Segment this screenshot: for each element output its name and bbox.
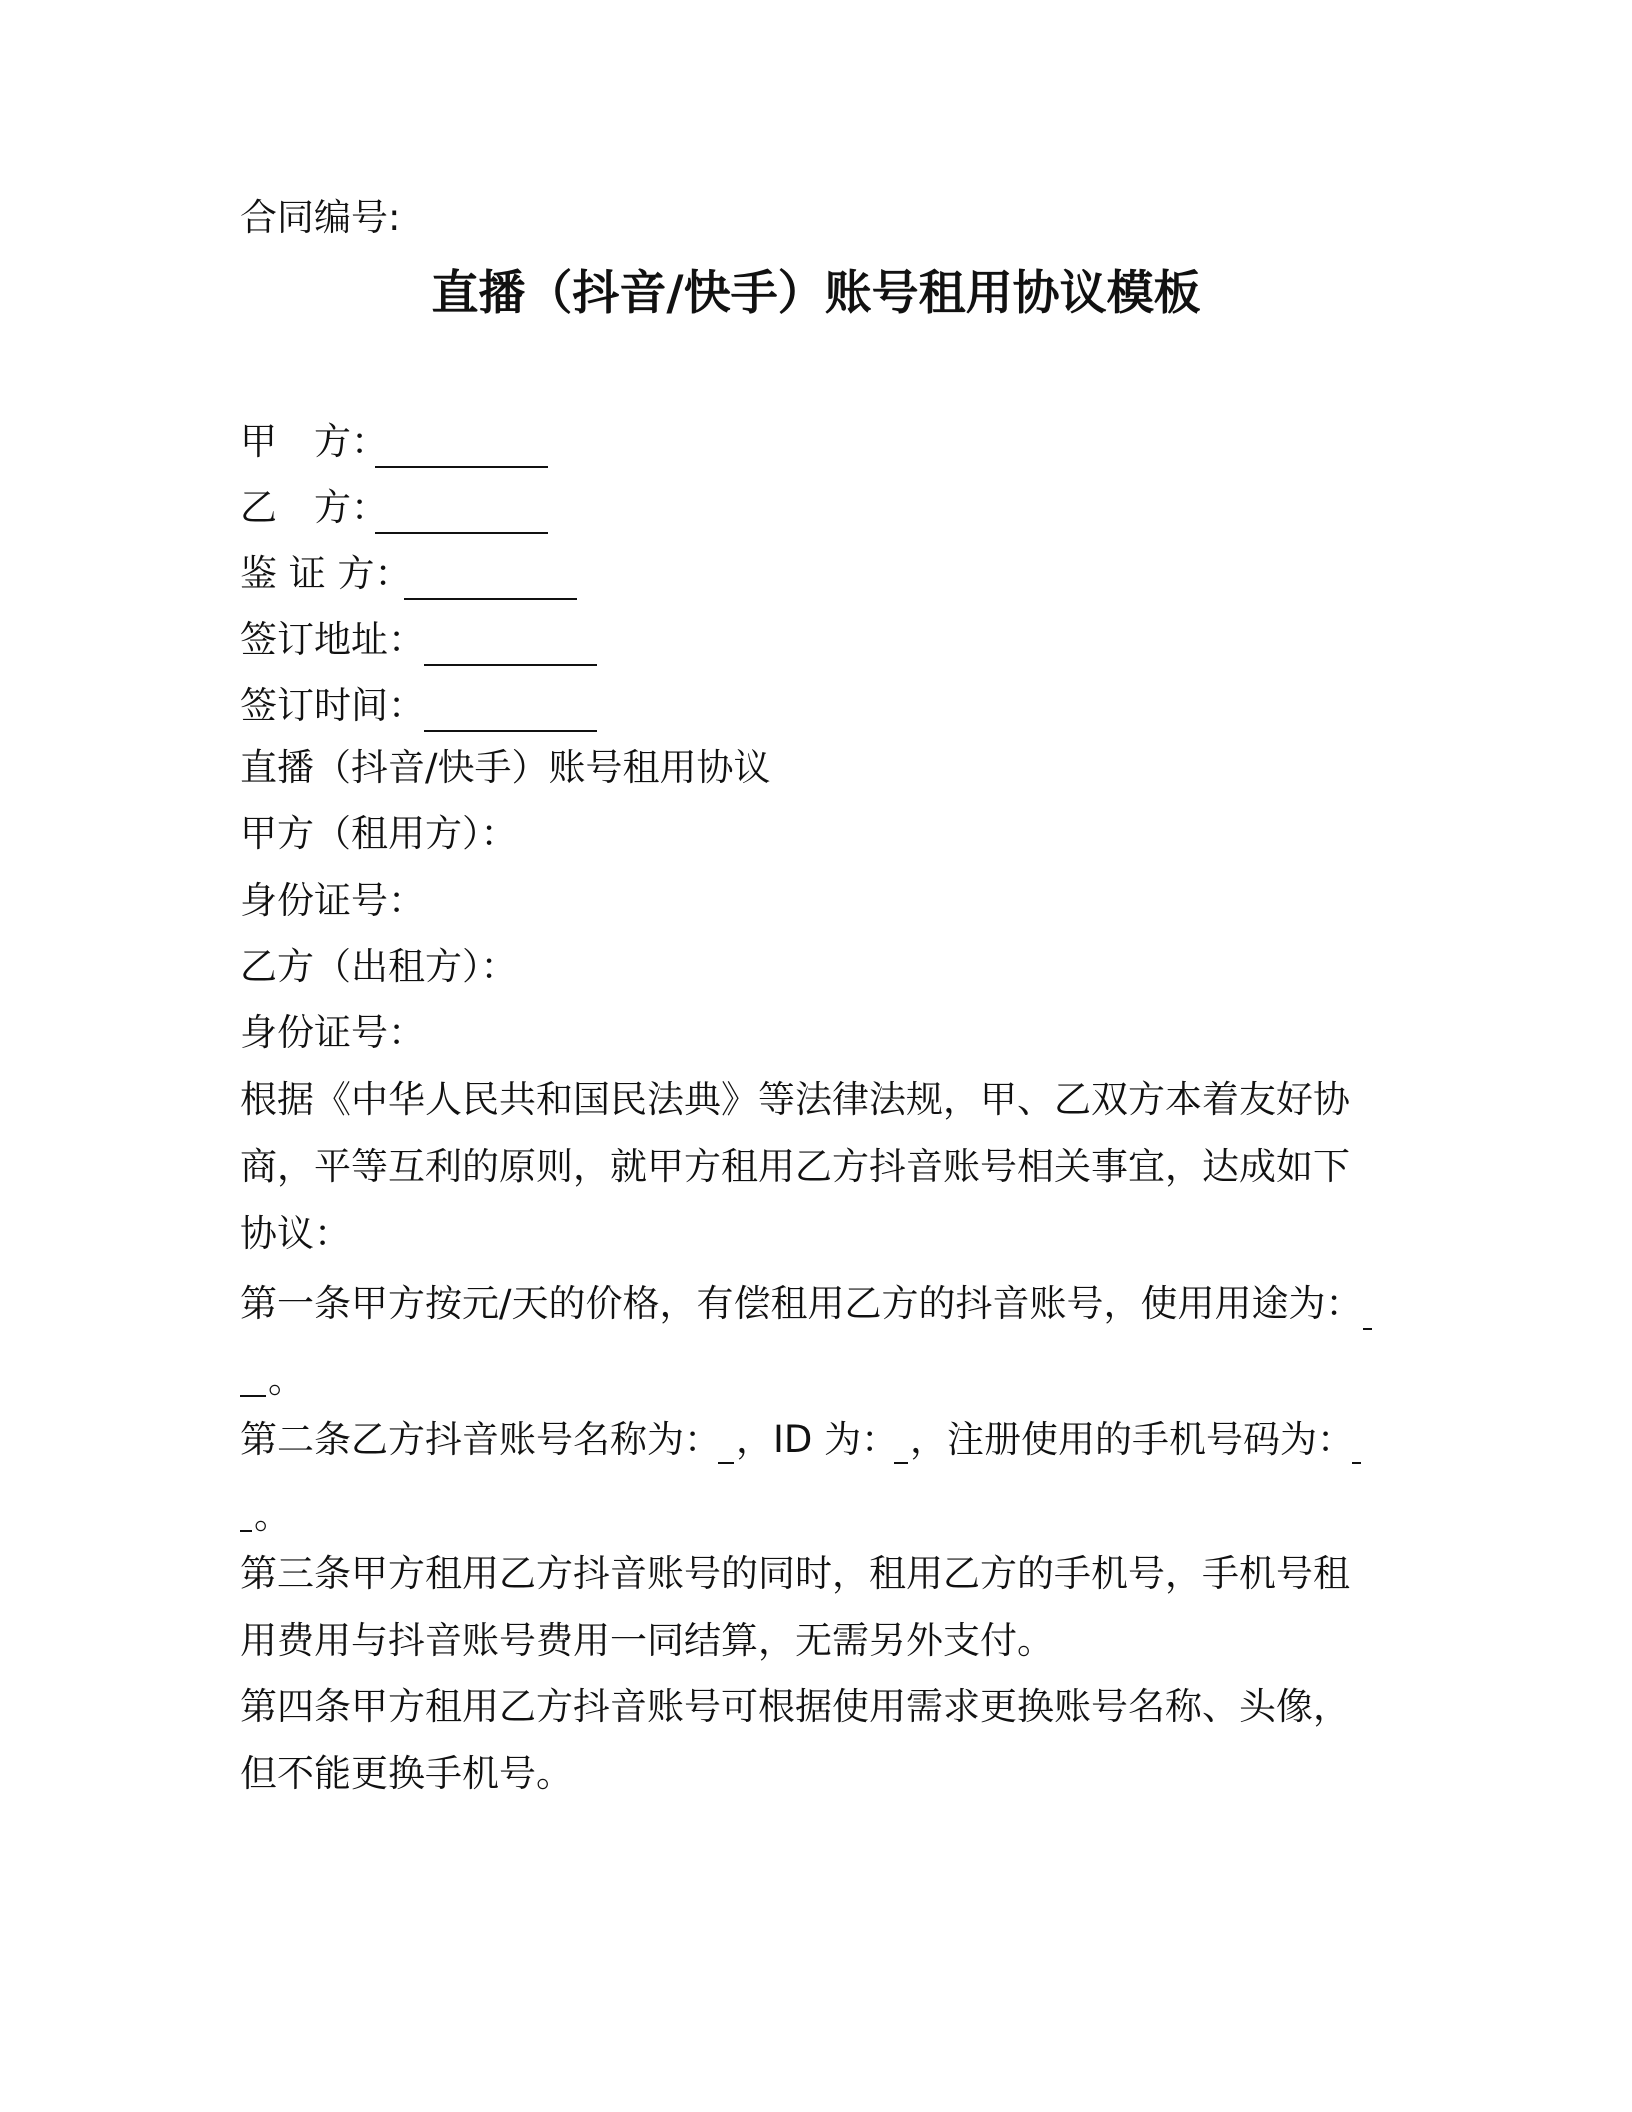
article-2-part1: 第二条乙方抖音账号名称为： bbox=[240, 1418, 721, 1461]
sign-time-field bbox=[240, 684, 425, 728]
party-b-blank bbox=[375, 532, 548, 534]
lessee-id-label: 身份证号： bbox=[240, 879, 425, 922]
intro-paragraph: 根据《中华人民共和国民法典》等法律法规，甲、乙双方本着友好协商，平等互利的原则，就甲方租用乙方抖音账号相关事宜，达成如下协议： bbox=[240, 1078, 1350, 1255]
document-title: 直播（抖音/快手）账号租用协议模板 bbox=[431, 266, 1201, 321]
sign-time-blank bbox=[424, 730, 597, 732]
witness-label: 鉴 证 方： bbox=[240, 552, 412, 595]
article-2-line2: 。 bbox=[254, 1494, 291, 1537]
sign-time-label: 签订时间： bbox=[240, 684, 425, 727]
article-1-blank-a bbox=[1363, 1328, 1372, 1330]
article-1-blank-b bbox=[240, 1395, 266, 1397]
article-1-line2: 。 bbox=[268, 1358, 305, 1401]
witness-blank bbox=[404, 598, 577, 600]
contract-number-label: 合同编号: bbox=[240, 196, 401, 239]
party-a-field bbox=[240, 420, 388, 464]
sign-address-field bbox=[240, 618, 425, 662]
article-2-blank-phone-a bbox=[1352, 1462, 1361, 1464]
sign-address-label: 签订地址： bbox=[240, 618, 425, 661]
party-b-field bbox=[240, 486, 388, 530]
witness-field bbox=[240, 552, 412, 596]
article-2-blank-name bbox=[718, 1462, 734, 1464]
article-3: 第三条甲方租用乙方抖音账号的同时，租用乙方的手机号，手机号租用费用与抖音账号费用一同结算，无需另外支付。 bbox=[240, 1552, 1350, 1662]
sign-address-blank bbox=[424, 664, 597, 666]
article-2-part2: ，ID 为： bbox=[736, 1418, 899, 1461]
article-2-blank-id bbox=[894, 1462, 908, 1464]
lessor-label: 乙方（出租方）： bbox=[240, 945, 518, 988]
article-1-line1: 第一条甲方按元/天的价格，有偿租用乙方的抖音账号，使用用途为： bbox=[240, 1282, 1363, 1325]
article-2-part3: ，注册使用的手机号码为： bbox=[910, 1418, 1354, 1461]
lessee-label: 甲方（租用方）： bbox=[240, 812, 518, 855]
lessor-id-label: 身份证号： bbox=[240, 1011, 425, 1054]
article-4: 第四条甲方租用乙方抖音账号可根据使用需求更换账号名称、头像，但不能更换手机号。 bbox=[240, 1685, 1350, 1795]
article-2-blank-phone-b bbox=[240, 1530, 252, 1532]
party-b-label: 乙 方： bbox=[240, 486, 388, 529]
party-a-label: 甲 方： bbox=[240, 420, 388, 463]
agreement-subtitle: 直播（抖音/快手）账号租用协议 bbox=[240, 746, 771, 789]
party-a-blank bbox=[375, 466, 548, 468]
